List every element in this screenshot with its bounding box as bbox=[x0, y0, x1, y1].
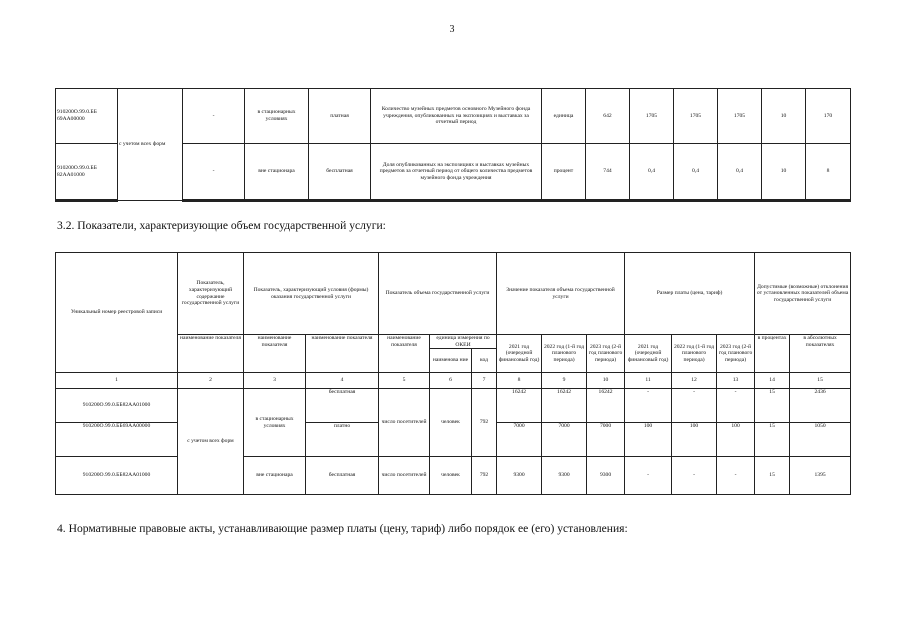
form-cell: с учетом всех форм bbox=[118, 89, 183, 201]
page-number: 3 bbox=[449, 24, 455, 35]
column-numbers-row: 1 2 3 4 5 6 7 8 9 10 11 12 13 14 15 bbox=[56, 373, 851, 389]
indicator-name: Количество музейных предметов основного Музейного фонда учреждения, опубликованных на экспозициях и выставках за отчетный период bbox=[371, 89, 542, 144]
header-registry-number: Уникальный номер реестровой записи bbox=[56, 253, 178, 373]
registry-code: 910200О.99.0.ББ69АА00000 bbox=[56, 423, 178, 457]
table-row: 910200О.99.0.ББ82АА01000 вне стационара бесплатная число посетителей человек 792 9300 9300 9300 - - - 15 1395 bbox=[56, 457, 851, 495]
quality-indicators-table bbox=[55, 88, 851, 202]
indicator-name: Доля опубликованных на экспозициях и выставках музейных предметов за отчетный период от общего количества предметов музейного фонда учреждения bbox=[371, 144, 542, 201]
section-4-heading: 4. Нормативные правовые акты, устанавливающие размер платы (цену, тариф) либо порядок ее (его) установления: bbox=[57, 522, 628, 535]
volume-indicators-table bbox=[55, 252, 851, 495]
table-row: 910200О.99.0.ББ 69АА00000 с учетом всех форм - в стационарных условиях платная Количество музейных предметов основного Музейного фонда учреждения, опубликованных на экспозициях и выставках за отчетный период единица 642 1705 1705 1705 10 170 bbox=[56, 89, 851, 144]
registry-code: 910200О.99.0.ББ 82АА01000 bbox=[56, 144, 118, 201]
registry-code: 910200О.99.0.ББ 69АА00000 bbox=[56, 89, 118, 144]
section-3-2-heading: 3.2. Показатели, характеризующие объем государственной услуги: bbox=[57, 219, 386, 232]
form-cell: с учетом всех форм bbox=[178, 389, 244, 495]
table-header-row: наименование показателя наименование показателя наименование показателя наименование показателя единица измерения по ОКЕИ 2021 год (очередной финансовый год) 2022 год (1-й год планового периода) 2023 год (2-й год планового периода) 2021 год (очередной финансовый год) 2022 год (1-й год планового периода) 2023 год (2-й год планового периода) в процентах в абсолютных показателях bbox=[56, 335, 851, 349]
registry-code: 910200О.99.0.ББ82АА01000 bbox=[56, 457, 178, 495]
table-row: 910200О.99.0.ББ 82АА01000 - вне стационара бесплатная Доля опубликованных на экспозициях и выставках музейных предметов за отчетный период от общего количества предметов музейного фонда учреждения процент 744 0,4 0,4 0,4 10 8 bbox=[56, 144, 851, 201]
table-row: 910200О.99.0.ББ82АА01000 с учетом всех форм в стационарных условиях бесплатная число посетителей человек 792 16242 16242 16242 - - - 15 2436 bbox=[56, 389, 851, 423]
table-header-row: наименова ние код bbox=[56, 349, 851, 373]
table-row: 910200О.99.0.ББ69АА00000 платно 7000 7000 7000 100 100 100 15 1050 bbox=[56, 423, 851, 457]
registry-code: 910200О.99.0.ББ82АА01000 bbox=[56, 389, 178, 423]
table-header-row: Уникальный номер реестровой записи Показатель, характеризующий содержание государственной услуги Показатель, характеризующий условия (формы) оказания государственной услуги Показатель объема государственной услуги Значение показателя объема государственной услуги Размер платы (цена, тариф) Допустимые (возможные) отклонения от установленных показателей объема государственной услуги bbox=[56, 253, 851, 335]
